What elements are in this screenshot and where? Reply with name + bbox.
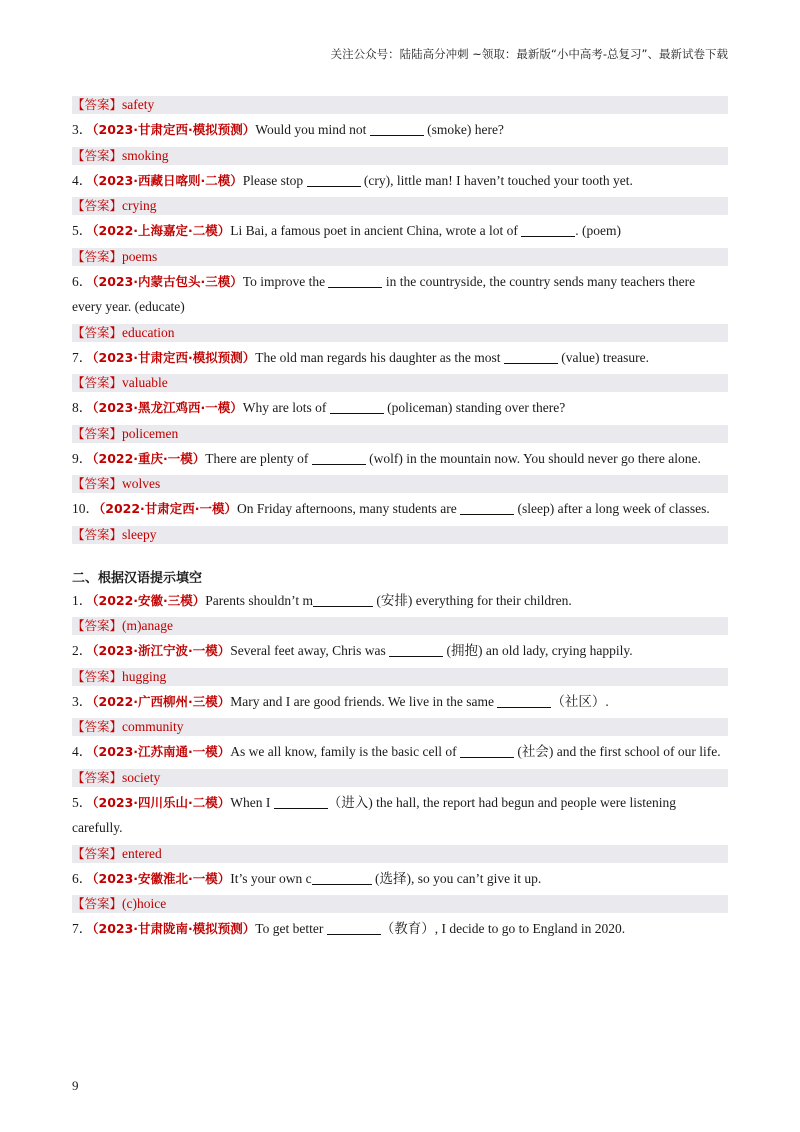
answer-blank [312, 870, 372, 885]
question-item [72, 689, 728, 715]
question-number: 2． [72, 643, 93, 658]
question-item [72, 496, 728, 522]
question-text-before: Why are lots of [242, 400, 330, 415]
question-text-after: (wolf) in the mountain now. You should never go there alone. [365, 450, 701, 466]
question-item [72, 446, 728, 472]
question-text-after: （社区）. [551, 693, 609, 709]
answer-bar [72, 769, 728, 787]
section-2-title: 二、根据汉语提示填空 [72, 570, 203, 586]
page-header: 关注公众号：陆陆高分冲刺 ~领取：最新版“小中高考-总复习”、最新试卷下载 [330, 47, 728, 61]
question-text-after: (拥抱) an old lady, crying happily. [443, 643, 633, 658]
question-text-after: (cry), little man! I haven’t touched your tooth yet. [360, 172, 633, 188]
question-text-after: (smoke) here? [423, 122, 504, 137]
question-source: （2023·浙江宁波·一模） [92, 643, 231, 658]
question-text-before: Please stop [242, 172, 307, 188]
answer-blank [313, 592, 373, 607]
question-text-before: Would you mind not [255, 122, 370, 137]
question-item [72, 117, 728, 143]
answer-bar [72, 324, 728, 342]
answer-blank [330, 399, 384, 414]
question-item [72, 588, 728, 614]
answer-tag: 【答案】 [72, 719, 123, 734]
question-text-after: in the countryside, the country sends many teachers there every year. (educate) [72, 273, 696, 314]
question-text-after: （教育）, I decide to go to England in 2020. [380, 921, 626, 936]
answer-tag: 【答案】 [72, 896, 123, 911]
answer-text: crying [122, 198, 157, 213]
answer-blank [327, 920, 381, 935]
answer-tag: 【答案】 [72, 375, 123, 390]
question-text-after: (选择), so you can’t give it up. [371, 870, 542, 886]
question-text-before: To improve the [242, 273, 329, 289]
answer-blank [460, 743, 514, 758]
question-number: 1． [72, 592, 93, 608]
question-number: 5． [72, 794, 93, 810]
answer-bar [72, 147, 728, 165]
answer-blank [370, 121, 424, 136]
question-number: 5． [72, 223, 93, 238]
answer-text: valuable [122, 375, 168, 390]
question-source: （2022·广西柳州·三模） [92, 693, 231, 709]
question-text-before: Several feet away, Chris was [230, 643, 390, 658]
question-item [72, 638, 728, 664]
answer-text: hugging [122, 668, 167, 684]
question-item [72, 395, 728, 421]
question-number: 8． [72, 400, 93, 415]
question-text-before: On Friday afternoons, many students are [237, 501, 461, 516]
answer-tag: 【答案】 [72, 476, 123, 491]
question-text-after: (sleep) after a long week of classes. [514, 501, 710, 516]
question-source: （2023·四川乐山·二模） [92, 794, 231, 810]
answer-tag: 【答案】 [72, 324, 123, 340]
question-number: 7． [72, 349, 93, 365]
question-item [72, 218, 728, 244]
answer-bar [72, 845, 728, 863]
question-item [72, 790, 728, 841]
answer-text: (c)hoice [122, 896, 167, 911]
question-item [72, 168, 728, 194]
question-text-after: . (poem) [575, 223, 621, 238]
question-text-before: There are plenty of [205, 450, 312, 466]
answer-blank [307, 172, 361, 187]
answer-blank [389, 642, 443, 657]
question-text-before: Li Bai, a famous poet in ancient China, wrote a lot of [230, 223, 522, 238]
section-1 [72, 117, 728, 544]
question-source: （2023·内蒙古包头·三模） [92, 273, 243, 289]
answer-text: poems [122, 248, 158, 264]
answer-blank [521, 222, 575, 237]
answer-tag: 【答案】 [72, 97, 123, 112]
question-text-before: As we all know, family is the basic cell of [230, 744, 460, 759]
question-text-before: To get better [255, 921, 327, 936]
question-source: （2023·甘肃定西·模拟预测） [92, 122, 256, 137]
question-number: 10． [72, 501, 99, 516]
question-text-after: (社会) and the first school of our life. [514, 744, 721, 759]
question-source: （2022·重庆·一模） [92, 450, 206, 466]
answer-bar [72, 526, 728, 544]
answer-tag: 【答案】 [72, 618, 123, 633]
answer-bar [72, 718, 728, 736]
question-text-after: (policeman) standing over there? [383, 400, 566, 415]
question-number: 4． [72, 744, 93, 759]
answer-tag: 【答案】 [72, 198, 123, 213]
question-item [72, 866, 728, 892]
question-item [72, 916, 728, 942]
answer-bar [72, 668, 728, 686]
question-source: （2023·江苏南通·一模） [92, 744, 231, 759]
question-text-before: It’s your own c [230, 870, 312, 886]
answer-bar [72, 895, 728, 913]
question-item [72, 345, 728, 371]
answer-tag: 【答案】 [72, 668, 123, 684]
question-text-before: Mary and I are good friends. We live in the same [230, 693, 498, 709]
answer-blank [460, 500, 514, 515]
question-number: 4． [72, 172, 93, 188]
answer-text: wolves [122, 476, 161, 491]
page-number: 9 [72, 1078, 79, 1093]
question-text-after: (安排) everything for their children. [373, 592, 572, 608]
answer-blank [504, 349, 558, 364]
question-text-after: (value) treasure. [557, 349, 649, 365]
question-number: 6． [72, 273, 93, 289]
question-source: （2023·西藏日喀则·二模） [92, 172, 243, 188]
answer-tag: 【答案】 [72, 147, 123, 163]
question-item [72, 739, 728, 765]
question-number: 7． [72, 921, 93, 936]
question-source: （2023·甘肃陇南·模拟预测） [92, 921, 256, 936]
answer-tag: 【答案】 [72, 425, 123, 441]
question-number: 9． [72, 450, 93, 466]
answer-tag: 【答案】 [72, 769, 123, 785]
answer-tag: 【答案】 [72, 845, 123, 861]
question-number: 3． [72, 122, 93, 137]
answer-text: (m)anage [122, 618, 173, 633]
answer-blank [274, 794, 328, 809]
question-source: （2022·甘肃定西·一模） [99, 501, 238, 516]
question-text-after: （进入) the hall, the report had begun and people were listening carefully. [72, 794, 677, 835]
document-body [72, 92, 728, 942]
question-source: （2023·安徽淮北·一模） [92, 870, 231, 886]
answer-text: smoking [122, 147, 169, 163]
question-source: （2022·上海嘉定·二模） [92, 223, 231, 238]
question-source: （2022·安徽·三模） [92, 592, 206, 608]
answer-bar [72, 96, 728, 114]
question-number: 6． [72, 870, 93, 886]
answer-text: society [122, 769, 161, 785]
answer-text: safety [122, 97, 155, 112]
answer-blank [328, 273, 382, 288]
question-text-before: Parents shouldn’t m [205, 592, 314, 608]
question-text-before: When I [230, 794, 274, 810]
question-text-before: The old man regards his daughter as the most [255, 349, 504, 365]
answer-tag: 【答案】 [72, 248, 123, 264]
question-source: （2023·甘肃定西·模拟预测） [92, 349, 256, 365]
answer-bar [72, 248, 728, 266]
answer-tag: 【答案】 [72, 526, 123, 542]
question-item [72, 269, 728, 320]
answer-text: sleepy [122, 526, 157, 542]
answer-text: entered [122, 845, 162, 861]
answer-bar [72, 374, 728, 392]
answer-bar [72, 425, 728, 443]
answer-blank [497, 693, 551, 708]
answer-bar [72, 475, 728, 493]
answer-text: policemen [122, 425, 179, 441]
question-number: 3． [72, 693, 93, 709]
answer-text: community [122, 719, 184, 734]
answer-bar [72, 617, 728, 635]
question-source: （2023·黑龙江鸡西·一模） [92, 400, 243, 415]
section-2 [72, 588, 728, 942]
answer-blank [312, 450, 366, 465]
answer-text: education [122, 324, 175, 340]
answer-bar [72, 197, 728, 215]
